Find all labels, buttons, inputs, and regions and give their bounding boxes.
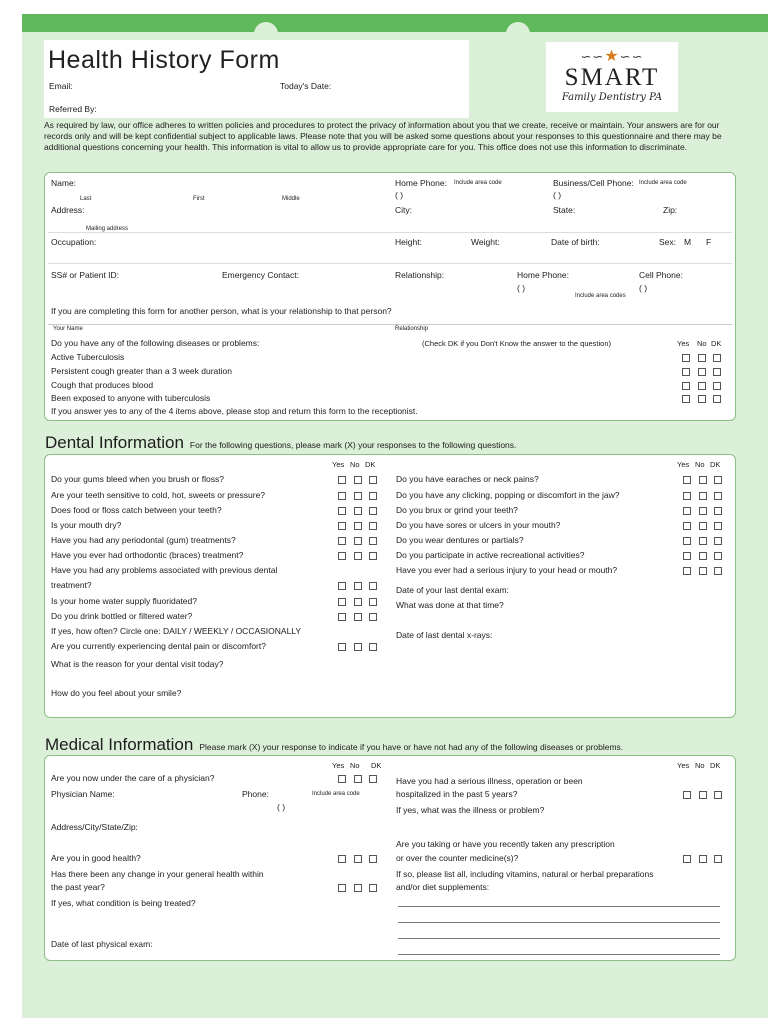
privacy-notice: As required by law, our office adheres to written policies and procedures to protect the privacy of information about you that we create, receive or maintain. Your answers are for our records only and will be kept confidential subject to applicable laws. Please note that you will be asked some questions about your responses to this questionnaire and there may be additional questions concerning your health. This information is vital to allow us to provide appropriate care for you. This office does not use this information to discriminate. (44, 120, 722, 152)
business-phone-label[interactable]: Business/Cell Phone: (553, 178, 634, 188)
no-checkbox[interactable] (354, 476, 362, 484)
dk-checkbox[interactable] (369, 507, 377, 515)
height-label[interactable]: Height: (395, 237, 422, 247)
no-checkbox[interactable] (354, 613, 362, 621)
medication-line[interactable] (398, 954, 720, 955)
dk-header: DK (371, 761, 382, 770)
dk-header: DK (710, 460, 721, 469)
dental-question: Do you drink bottled or filtered water? (51, 611, 193, 621)
disease-item: Been exposed to anyone with tuberculosis (51, 393, 211, 403)
dental-question: Do you have any clicking, popping or discomfort in the jaw? (396, 490, 620, 500)
dental-section-title: Dental Information For the following questions, please mark (X) your responses to the following questions. (45, 433, 517, 452)
dk-checkbox[interactable] (714, 552, 722, 560)
dental-question: Are you currently experiencing dental pain or discomfort? (51, 641, 266, 651)
relationship-small-label: Relationship (395, 326, 429, 332)
dental-question: Do you wear dentures or partials? (396, 535, 524, 545)
yes-checkbox[interactable] (682, 382, 690, 390)
medical-question: Has there been any change in your general health within (51, 869, 264, 879)
physician-address-label[interactable]: Address/City/State/Zip: (51, 822, 138, 832)
dk-header: DK (711, 339, 722, 348)
dk-checkbox[interactable] (369, 855, 377, 863)
illness-what-question[interactable]: If yes, what was the illness or problem? (396, 805, 545, 815)
no-checkbox[interactable] (354, 598, 362, 606)
yes-checkbox[interactable] (338, 492, 346, 500)
dk-checkbox[interactable] (713, 368, 721, 376)
no-checkbox[interactable] (698, 382, 706, 390)
dk-checkbox[interactable] (714, 855, 722, 863)
emergency-contact-label[interactable]: Emergency Contact: (222, 270, 300, 280)
name-label[interactable]: Name: (51, 178, 77, 188)
practice-logo (546, 42, 678, 112)
disease-item: Cough that produces blood (51, 380, 154, 390)
occupation-label[interactable]: Occupation: (51, 237, 97, 247)
medication-line[interactable] (398, 938, 720, 939)
yes-checkbox[interactable] (338, 476, 346, 484)
medical-question: or over the counter medicine(s)? (396, 853, 519, 863)
yes-checkbox[interactable] (338, 884, 346, 892)
no-checkbox[interactable] (354, 552, 362, 560)
yes-header: Yes (332, 761, 345, 770)
medical-question: Have you had a serious illness, operation or been (396, 776, 583, 786)
yes-checkbox[interactable] (682, 395, 690, 403)
no-checkbox[interactable] (698, 354, 706, 362)
dental-question: Do you have earaches or neck pains? (396, 474, 539, 484)
medical-section-title: Medical Information Please mark (X) your response to indicate if you have or have not had any of the following diseases or problems. (45, 735, 624, 754)
dk-checkbox[interactable] (369, 613, 377, 621)
dental-question: Is your mouth dry? (51, 520, 122, 530)
dk-checkbox[interactable] (369, 522, 377, 530)
yes-checkbox[interactable] (338, 537, 346, 545)
yes-header: Yes (677, 460, 690, 469)
page-title: Health History Form (48, 46, 280, 74)
medication-line[interactable] (398, 922, 720, 923)
what-done-label[interactable]: What was done at that time? (396, 600, 504, 610)
yes-header: Yes (332, 460, 345, 469)
yes-checkbox[interactable] (682, 354, 690, 362)
dk-checkbox[interactable] (369, 476, 377, 484)
ssn-label[interactable]: SS# or Patient ID: (51, 270, 120, 280)
no-checkbox[interactable] (698, 368, 706, 376)
dk-checkbox[interactable] (714, 791, 722, 799)
medical-instruction: Please mark (X) your response to indicate if you have or have not had any of the following diseases or problems. (199, 742, 624, 752)
dk-header: DK (365, 460, 376, 469)
no-checkbox[interactable] (699, 567, 707, 575)
area-code-note: Include area code (312, 791, 360, 797)
area-codes-note: Include area codes (575, 293, 626, 299)
dental-question: Are your teeth sensitive to cold, hot, sweets or pressure? (51, 490, 266, 500)
medical-question: Are you in good health? (51, 853, 141, 863)
frequency-question[interactable]: If yes, how often? Circle one: DAILY / WEEKLY / OCCASIONALLY (51, 626, 302, 636)
no-header: No (350, 761, 360, 770)
dk-checkbox[interactable] (714, 567, 722, 575)
dental-question: Does food or floss catch between your teeth? (51, 505, 222, 515)
yes-checkbox[interactable] (683, 492, 691, 500)
dk-checkbox[interactable] (713, 382, 721, 390)
no-checkbox[interactable] (354, 855, 362, 863)
yes-checkbox[interactable] (338, 507, 346, 515)
dob-label[interactable]: Date of birth: (551, 237, 600, 247)
yes-checkbox[interactable] (683, 552, 691, 560)
email-label: Email: (49, 81, 73, 91)
no-checkbox[interactable] (354, 643, 362, 651)
sex-label: Sex: (659, 237, 677, 247)
another-person-question: If you are completing this form for another person, what is your relationship to that person? (51, 306, 392, 316)
yes-checkbox[interactable] (683, 567, 691, 575)
yes-checkbox[interactable] (338, 613, 346, 621)
no-checkbox[interactable] (699, 552, 707, 560)
medical-question: the past year? (51, 882, 105, 892)
dk-checkbox[interactable] (714, 476, 722, 484)
diseases-question: Do you have any of the following diseases or problems: (51, 338, 260, 348)
yes-checkbox[interactable] (338, 582, 346, 590)
dental-instruction: For the following questions, please mark (X) your responses to the following questions. (189, 440, 517, 450)
city-label[interactable]: City: (395, 205, 412, 215)
address-label[interactable]: Address: (51, 205, 85, 215)
dk-checkbox[interactable] (369, 775, 377, 783)
physician-name-label[interactable]: Physician Name: (51, 789, 115, 799)
no-checkbox[interactable] (699, 855, 707, 863)
yes-checkbox[interactable] (683, 855, 691, 863)
dk-checkbox[interactable] (369, 552, 377, 560)
cell-phone-label[interactable]: Cell Phone: (639, 270, 683, 280)
condition-question[interactable]: If yes, what condition is being treated? (51, 898, 196, 908)
dk-checkbox[interactable] (714, 507, 722, 515)
referred-label: Referred By: (49, 104, 97, 114)
medication-list-label: If so, please list all, including vitamins, natural or herbal preparations (396, 869, 654, 879)
divider (48, 263, 732, 264)
no-checkbox[interactable] (699, 537, 707, 545)
yes-checkbox[interactable] (338, 855, 346, 863)
area-code-note: Include area code (639, 180, 687, 186)
dk-checkbox[interactable] (713, 354, 721, 362)
dental-question: Do you brux or grind your teeth? (396, 505, 518, 515)
dental-question: Is your home water supply fluoridated? (51, 596, 197, 606)
no-checkbox[interactable] (354, 775, 362, 783)
dk-checkbox[interactable] (369, 582, 377, 590)
no-checkbox[interactable] (699, 476, 707, 484)
dental-question: Have you ever had orthodontic (braces) treatment? (51, 550, 244, 560)
dk-checkbox[interactable] (369, 643, 377, 651)
yes-checkbox[interactable] (338, 552, 346, 560)
logo-name: SMART (564, 64, 660, 91)
no-checkbox[interactable] (354, 522, 362, 530)
dental-question: Have you ever had a serious injury to your head or mouth? (396, 565, 618, 575)
dk-checkbox[interactable] (369, 537, 377, 545)
no-checkbox[interactable] (354, 537, 362, 545)
yes-checkbox[interactable] (338, 598, 346, 606)
relationship-label[interactable]: Relationship: (395, 270, 445, 280)
phone-paren: ( ) (395, 190, 404, 200)
dk-checkbox[interactable] (713, 395, 721, 403)
no-checkbox[interactable] (699, 507, 707, 515)
no-header: No (350, 460, 360, 469)
no-checkbox[interactable] (354, 492, 362, 500)
no-checkbox[interactable] (698, 395, 706, 403)
no-header: No (697, 339, 707, 348)
home-phone-2-label[interactable]: Home Phone: (517, 270, 569, 280)
first-label: First (193, 196, 205, 202)
dental-question: Do your gums bleed when you brush or floss? (51, 474, 224, 484)
stop-note: If you answer yes to any of the 4 items above, please stop and return this form to the receptionist. (51, 406, 418, 416)
dk-checkbox[interactable] (369, 884, 377, 892)
no-checkbox[interactable] (699, 492, 707, 500)
mailing-note: Mailing address (86, 226, 129, 232)
dk-checkbox[interactable] (369, 598, 377, 606)
dental-question: Have you had any periodontal (gum) treatments? (51, 535, 236, 545)
yes-checkbox[interactable] (683, 507, 691, 515)
weight-label[interactable]: Weight: (471, 237, 500, 247)
sex-m-option[interactable]: M (684, 237, 692, 247)
smile-question[interactable]: How do you feel about your smile? (51, 688, 182, 698)
yes-checkbox[interactable] (683, 476, 691, 484)
no-checkbox[interactable] (354, 884, 362, 892)
yes-checkbox[interactable] (338, 522, 346, 530)
phone-paren: ( ) (553, 190, 562, 200)
medication-list-label: and/or diet supplements: (396, 882, 490, 892)
dk-checkbox[interactable] (714, 492, 722, 500)
top-color-bar (22, 14, 768, 32)
state-label[interactable]: State: (553, 205, 576, 215)
dk-checkbox[interactable] (714, 537, 722, 545)
phone-paren: ( ) (639, 283, 648, 293)
dental-question: Do you participate in active recreational activities? (396, 550, 585, 560)
dental-question: treatment? (51, 580, 92, 590)
divider (48, 232, 732, 233)
dk-checkbox[interactable] (369, 492, 377, 500)
disease-item: Persistent cough greater than a 3 week duration (51, 366, 232, 376)
date-label: Today's Date: (280, 81, 332, 91)
logo-ornament: ∽∽★∽∽ (580, 48, 644, 65)
yes-checkbox[interactable] (683, 522, 691, 530)
medical-question: Are you now under the care of a physician? (51, 773, 215, 783)
dental-question: Have you had any problems associated with previous dental (51, 565, 278, 575)
last-xray-label[interactable]: Date of last dental x-rays: (396, 630, 493, 640)
yes-checkbox[interactable] (338, 775, 346, 783)
dk-header: DK (710, 761, 721, 770)
divider (48, 324, 732, 325)
disease-item: Active Tuberculosis (51, 352, 125, 362)
zip-label[interactable]: Zip: (663, 205, 678, 215)
no-checkbox[interactable] (699, 791, 707, 799)
dk-note: (Check DK if you Don't Know the answer to the question) (422, 339, 612, 348)
medical-question: hospitalized in the past 5 years? (396, 789, 518, 799)
star-icon: ★ (604, 48, 620, 65)
sex-f-option[interactable]: F (706, 237, 712, 247)
last-label: Last (80, 196, 92, 202)
your-name-label: Your Name (53, 326, 83, 332)
yes-header: Yes (677, 339, 690, 348)
no-header: No (695, 761, 705, 770)
phone-paren: ( ) (277, 802, 286, 812)
medical-box (44, 755, 736, 961)
last-exam-label[interactable]: Date of your last dental exam: (396, 585, 509, 595)
dental-question: Do you have sores or ulcers in your mouth? (396, 520, 561, 530)
yes-checkbox[interactable] (683, 537, 691, 545)
physical-exam-label[interactable]: Date of last physical exam: (51, 939, 153, 949)
yes-header: Yes (677, 761, 690, 770)
middle-label: Middle (282, 196, 300, 202)
physician-phone-label[interactable]: Phone: (242, 789, 269, 799)
no-checkbox[interactable] (354, 507, 362, 515)
phone-paren: ( ) (517, 283, 526, 293)
logo-tagline: Family Dentistry PA (561, 92, 663, 103)
no-header: No (695, 460, 705, 469)
yes-checkbox[interactable] (338, 643, 346, 651)
medical-question: Are you taking or have you recently taken any prescription (396, 839, 615, 849)
home-phone-label[interactable]: Home Phone: (395, 178, 447, 188)
no-checkbox[interactable] (354, 582, 362, 590)
dk-checkbox[interactable] (714, 522, 722, 530)
area-code-note: Include area code (454, 180, 502, 186)
no-checkbox[interactable] (699, 522, 707, 530)
visit-reason-question[interactable]: What is the reason for your dental visit today? (51, 659, 224, 669)
yes-checkbox[interactable] (682, 368, 690, 376)
medication-line[interactable] (398, 906, 720, 907)
yes-checkbox[interactable] (683, 791, 691, 799)
